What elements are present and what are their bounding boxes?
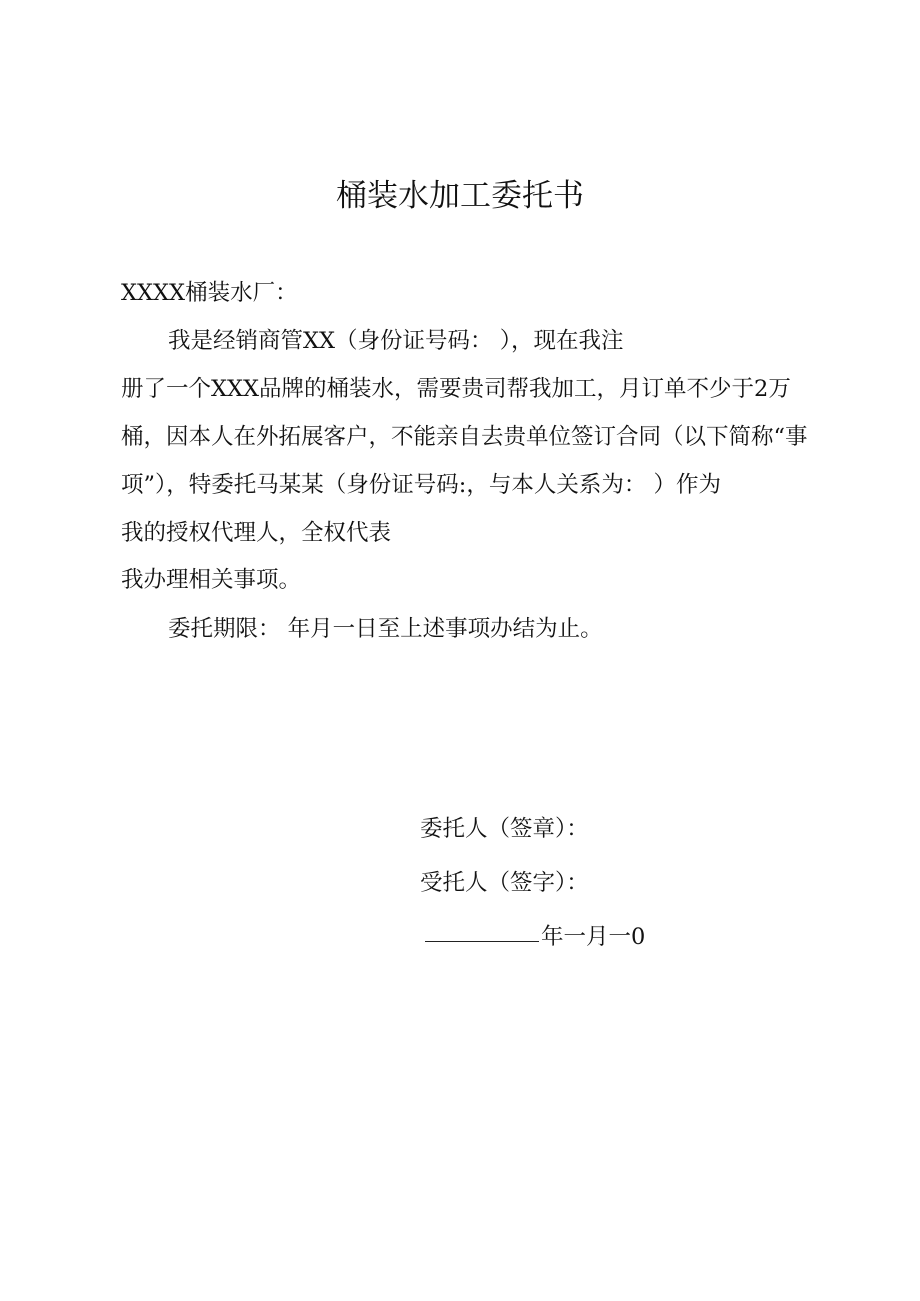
salutation: XXXX桶装水厂： bbox=[121, 280, 298, 306]
document-title: 桶装水加工委托书 bbox=[336, 178, 584, 214]
date-line bbox=[425, 921, 645, 953]
body-line-1: 我是经销商管XX（身份证号码： ），现在我注 bbox=[168, 328, 624, 354]
agent-signature: 受托人（签字）： bbox=[420, 870, 589, 896]
body-line-2: 册了一个XXX品牌的桶装水，需要贵司帮我加工，月订单不少于2万 bbox=[121, 376, 791, 402]
body-line-6: 我办理相关事项。 bbox=[121, 567, 302, 593]
term-line: 委托期限： 年月一日至上述事项办结为止。 bbox=[168, 616, 603, 642]
body-line-5: 我的授权代理人，全权代表 bbox=[121, 520, 392, 546]
date-blank-underline bbox=[425, 925, 539, 942]
date-text: 年一月一0 bbox=[541, 924, 646, 950]
body-line-4: 项”），特委托马某某（身份证号码:，与本人关系为： ）作为 bbox=[121, 472, 721, 498]
principal-signature: 委托人（签章）： bbox=[420, 816, 589, 842]
body-line-3: 桶，因本人在外拓展客户，不能亲自去贵单位签订合同（以下简称“事 bbox=[121, 424, 808, 450]
